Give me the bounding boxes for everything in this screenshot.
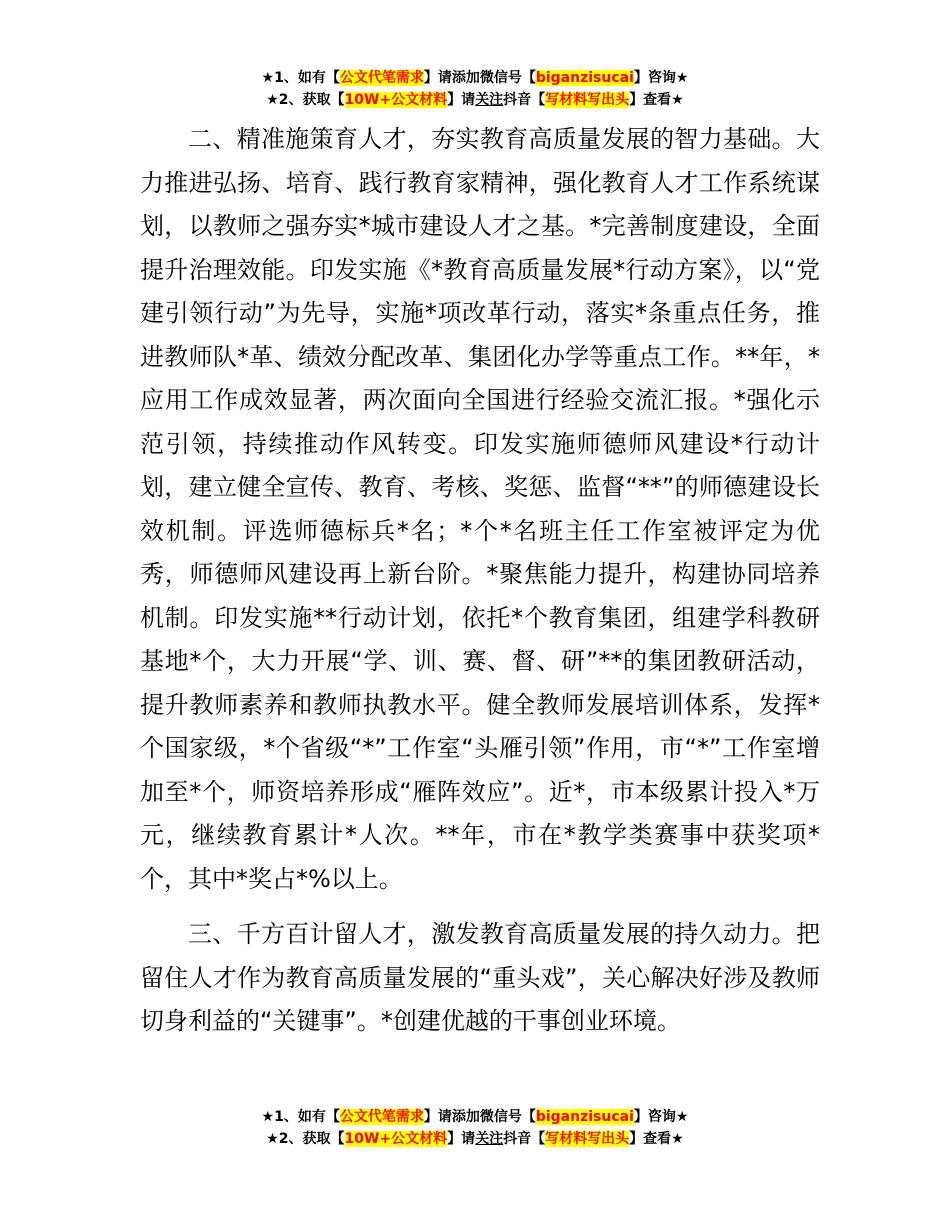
body-paragraph-2: 三、千方百计留人才，激发教育高质量发展的持久动力。把留住人才作为教育高质量发展的“重头戏”，关心解决好涉及教师切身利益的“关键事”。*创建优越的干事创业环境。 bbox=[140, 920, 820, 1035]
highlight-materials: 10W+公文材料 bbox=[344, 92, 448, 108]
banner-text: 抖音【 bbox=[503, 1131, 546, 1147]
banner-text: ★2、获取【 bbox=[266, 92, 345, 108]
highlight-service: 公文代笔需求 bbox=[339, 70, 424, 86]
banner-text: 】请添加微信号【 bbox=[423, 70, 536, 86]
footer-banner-line-1 bbox=[0, 1106, 950, 1128]
banner-text: 】请 bbox=[447, 1131, 476, 1147]
highlight-douyin-account: 写材料写出头 bbox=[545, 1131, 630, 1147]
banner-text: ★1、如有【 bbox=[261, 1109, 340, 1125]
highlight-wechat-id: biganzisucai bbox=[535, 1109, 634, 1125]
banner-text: 】请 bbox=[447, 92, 476, 108]
body-paragraph-1: 二、精准施策育人才，夯实教育高质量发展的智力基础。大力推进弘扬、培育、践行教育家精神，强化教育人才工作系统谋划，以教师之强夯实*城市建设人才之基。*完善制度建设，全面提升治理效能。印发实施《*教育高质量发展*行动方案》，以“党建引领行动”为先导，实施*项改革行动，落实*条重点任务，推进教师队*革、绩效分配改革、集团化办学等重点工作。**年，*应用工作成效显著，两次面向全国进行经验交流汇报。*强化示范引领，持续推动作风转变。印发实施师德师风建设*行动计划，建立健全宣传、教育、考核、奖惩、监督“**”的师德建设长效机制。评选师德标兵*名；*个*名班主任工作室被评定为优秀，师德师风建设再上新台阶。*聚焦能力提升，构建协同培养机制。印发实施**行动计划，依托*个教育集团，组建学科教研基地*个，大力开展“学、训、赛、督、研”**的集团教研活动，提升教师素养和教师执教水平。健全教师发展培训体系，发挥*个国家级，*个省级“*”工作室“头雁引领”作用，市“*”工作室增加至*个，师资培养形成“雁阵效应”。近*，市本级累计投入*万元，继续教育累计*人次。**年，市在*教学类赛事中获奖项*个，其中*奖占*%以上。 bbox=[140, 125, 820, 893]
banner-text: 】请添加微信号【 bbox=[423, 1109, 536, 1125]
highlight-materials: 10W+公文材料 bbox=[344, 1131, 448, 1147]
banner-text: 】查看★ bbox=[629, 1131, 684, 1147]
banner-text: 】咨询★ bbox=[633, 1109, 689, 1125]
banner-text: 】咨询★ bbox=[633, 70, 689, 86]
footer-banner bbox=[0, 1106, 950, 1150]
highlight-douyin-account: 写材料写出头 bbox=[545, 92, 630, 108]
underlined-follow: 关注 bbox=[475, 1131, 504, 1147]
document-body bbox=[140, 118, 820, 1044]
highlight-service: 公文代笔需求 bbox=[339, 1109, 424, 1125]
banner-text: 抖音【 bbox=[503, 92, 546, 108]
banner-text: ★2、获取【 bbox=[266, 1131, 345, 1147]
highlight-wechat-id: biganzisucai bbox=[535, 70, 634, 86]
underlined-follow: 关注 bbox=[475, 92, 504, 108]
header-banner-line-1 bbox=[0, 67, 950, 89]
footer-banner-line-2 bbox=[0, 1128, 950, 1150]
banner-text: 】查看★ bbox=[629, 92, 684, 108]
banner-text: ★1、如有【 bbox=[261, 70, 340, 86]
header-banner bbox=[0, 67, 950, 111]
header-banner-line-2 bbox=[0, 89, 950, 111]
